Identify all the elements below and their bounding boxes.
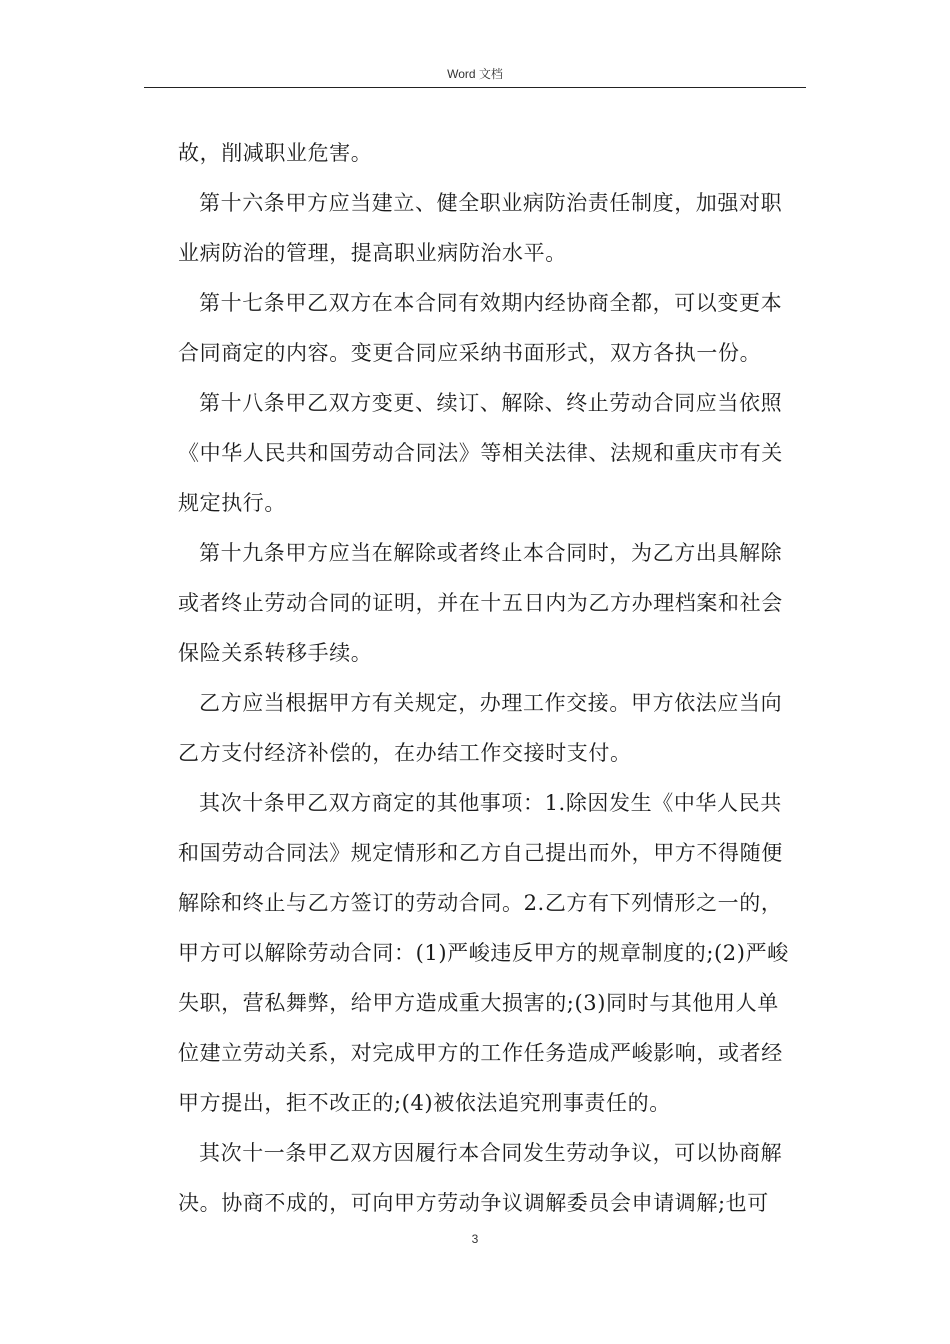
body-line: 位建立劳动关系，对完成甲方的工作任务造成严峻影响，或者经 xyxy=(178,1041,783,1065)
body-line: 业病防治的管理，提高职业病防治水平。 xyxy=(178,241,567,265)
body-line: 决。协商不成的，可向甲方劳动争议调解委员会申请调解;也可 xyxy=(178,1191,769,1215)
body-line: 解除和终止与乙方签订的劳动合同。2.乙方有下列情形之一的， xyxy=(178,891,783,915)
body-line: 合同商定的内容。变更合同应采纳书面形式，双方各执一份。 xyxy=(178,341,762,365)
body-line: 甲方可以解除劳动合同：(1)严峻违反甲方的规章制度的;(2)严峻 xyxy=(178,941,789,965)
body-line: 乙方应当根据甲方有关规定，办理工作交接。甲方依法应当向 xyxy=(199,691,783,715)
body-line: 或者终止劳动合同的证明，并在十五日内为乙方办理档案和社会 xyxy=(178,591,783,615)
body-line: 其次十一条甲乙双方因履行本合同发生劳动争议，可以协商解 xyxy=(199,1141,783,1165)
body-line: 乙方支付经济补偿的，在办结工作交接时支付。 xyxy=(178,741,632,765)
document-body xyxy=(178,128,808,1228)
body-line: 第十八条甲乙双方变更、续订、解除、终止劳动合同应当依照 xyxy=(199,391,783,415)
page-header-title: Word 文档 xyxy=(447,67,503,81)
header-divider xyxy=(144,87,806,88)
body-line: 保险关系转移手续。 xyxy=(178,641,373,665)
body-line: 《中华人民共和国劳动合同法》等相关法律、法规和重庆市有关 xyxy=(178,441,783,465)
page-number: 3 xyxy=(471,1232,479,1246)
body-line: 其次十条甲乙双方商定的其他事项：1.除因发生《中华人民共 xyxy=(199,791,782,815)
body-line: 故，削减职业危害。 xyxy=(178,141,373,165)
body-line: 和国劳动合同法》规定情形和乙方自己提出而外，甲方不得随便 xyxy=(178,841,783,865)
body-line: 甲方提出，拒不改正的;(4)被依法追究刑事责任的。 xyxy=(178,1091,671,1115)
body-line: 第十七条甲乙双方在本合同有效期内经协商全都，可以变更本 xyxy=(199,291,783,315)
body-line: 第十九条甲方应当在解除或者终止本合同时，为乙方出具解除 xyxy=(199,541,783,565)
body-line: 失职，营私舞弊，给甲方造成重大损害的;(3)同时与其他用人单 xyxy=(178,991,779,1015)
body-line: 第十六条甲方应当建立、健全职业病防治责任制度，加强对职 xyxy=(199,191,783,215)
body-line: 规定执行。 xyxy=(178,491,286,515)
